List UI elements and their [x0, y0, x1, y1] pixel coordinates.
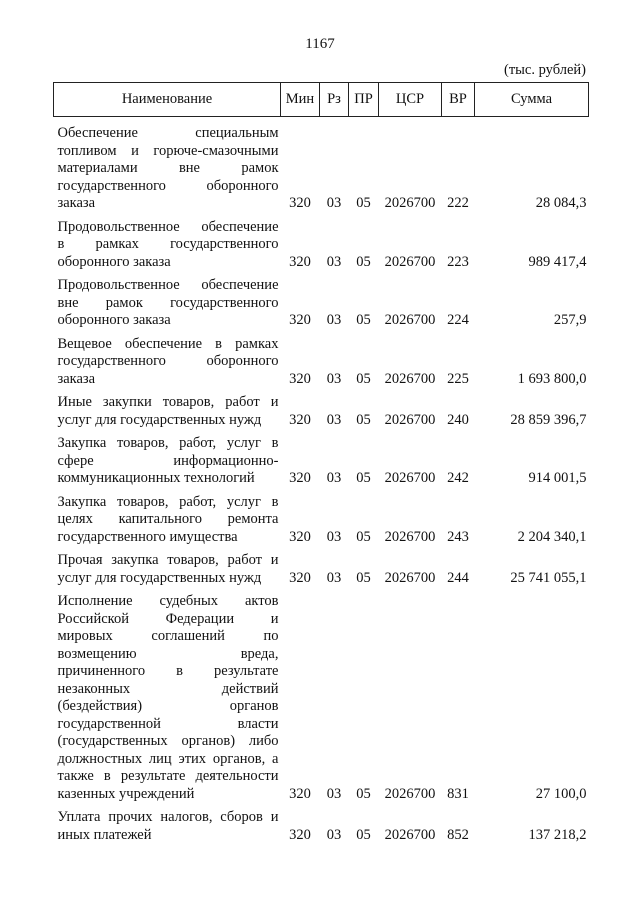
row-csr: 2026700: [384, 569, 436, 586]
row-name-line: (государственных органов) либо: [57, 733, 279, 749]
row-vr: 243: [447, 528, 469, 545]
row-min: 320: [289, 370, 311, 387]
row-name-line: сфере информационно-: [57, 452, 279, 469]
row-csr: 2026700: [384, 370, 436, 387]
table-row: [54, 213, 589, 272]
row-pr: 05: [356, 195, 371, 211]
row-name-line: мировых соглашений по: [57, 628, 279, 644]
row-sum: 257,9: [553, 312, 587, 328]
header-pr: ПР: [349, 83, 379, 117]
row-name-line: целях капитального ремонта: [57, 511, 279, 527]
row-name: [54, 330, 281, 389]
row-name-line: Уплата прочих налогов, сборов и: [57, 809, 279, 825]
row-csr: 2026700: [384, 470, 436, 486]
row-vr: 852: [447, 826, 469, 843]
row-name-line: возмещению вреда,: [57, 645, 279, 662]
row-csr: 2026700: [384, 785, 436, 802]
row-name: [54, 117, 281, 213]
row-pr: 05: [356, 253, 371, 270]
row-sum: 989 417,4: [528, 253, 587, 270]
row-vr: 831: [447, 785, 469, 802]
row-rz: 03: [326, 569, 342, 586]
row-vr: 222: [447, 195, 469, 211]
row-sum: 25 741 055,1: [510, 569, 587, 586]
row-name-line: должностных лиц этих органов, а: [57, 750, 279, 767]
row-pr: 05: [356, 312, 371, 328]
row-name: [54, 803, 281, 844]
row-name-line: вне рамок государственного: [57, 294, 279, 311]
row-name-line: Вещевое обеспечение в рамках: [57, 335, 279, 352]
row-name-line: заказа: [57, 195, 96, 211]
row-name-line: Прочая закупка товаров, работ и: [57, 552, 279, 568]
row-name-line: государственного имущества: [57, 528, 238, 545]
row-vr: 240: [447, 411, 469, 428]
page-number: 1167: [305, 36, 335, 52]
row-min: 320: [289, 569, 311, 586]
header-rz: Рз: [320, 83, 349, 117]
row-name-line: незаконных действий: [57, 680, 279, 697]
row-csr: 2026700: [384, 826, 436, 843]
row-min: 320: [289, 826, 311, 843]
row-name-line: Закупка товаров, работ, услуг в: [57, 435, 279, 451]
row-rz: 03: [326, 370, 342, 387]
row-csr: 2026700: [384, 411, 436, 428]
row-name-line: Российской Федерации и: [57, 610, 279, 627]
table-row: [54, 271, 589, 330]
row-name-line: (бездействия) органов: [57, 698, 279, 714]
row-min: 320: [289, 411, 311, 428]
row-name: [54, 587, 281, 803]
row-name-line: Продовольственное обеспечение: [57, 218, 279, 235]
row-name: [54, 271, 281, 330]
row-pr: 05: [356, 569, 371, 586]
row-name: [54, 213, 281, 272]
row-csr: 2026700: [384, 253, 436, 270]
table-row: [54, 546, 589, 587]
row-name-line: Закупка товаров, работ, услуг в: [57, 493, 279, 510]
row-csr: 2026700: [384, 195, 436, 211]
row-csr: 2026700: [384, 528, 436, 545]
row-csr: 2026700: [384, 312, 436, 328]
row-name-line: причиненного в результате: [57, 663, 279, 679]
row-name-line: Исполнение судебных актов: [57, 593, 279, 609]
table-row: [54, 429, 589, 488]
row-name: [54, 546, 281, 587]
table-header-row: [54, 83, 589, 117]
row-rz: 03: [326, 195, 342, 211]
row-vr: 224: [447, 312, 469, 328]
table-row: [54, 330, 589, 389]
row-name-line: также в результате деятельности: [57, 768, 279, 784]
row-name-line: Обеспечение специальным: [57, 125, 279, 141]
row-pr: 05: [356, 528, 371, 545]
row-min: 320: [289, 253, 311, 270]
budget-table: [53, 82, 589, 844]
row-rz: 03: [326, 312, 342, 328]
row-rz: 03: [326, 528, 342, 545]
row-min: 320: [289, 470, 311, 486]
row-min: 320: [289, 195, 311, 211]
row-name-line: Иные закупки товаров, работ и: [57, 394, 279, 410]
row-name-line: Продовольственное обеспечение: [57, 277, 279, 293]
row-rz: 03: [326, 785, 342, 802]
table-row: [54, 388, 589, 429]
row-sum: 1 693 800,0: [517, 370, 587, 387]
row-pr: 05: [356, 826, 371, 843]
header-csr: ЦСР: [379, 83, 442, 117]
table-body: [54, 117, 589, 845]
row-rz: 03: [326, 826, 342, 843]
row-name-line: оборонного заказа: [57, 253, 171, 270]
row-rz: 03: [326, 253, 342, 270]
row-name: [54, 488, 281, 547]
row-rz: 03: [326, 470, 342, 486]
row-name-line: в рамках государственного: [57, 236, 279, 252]
row-vr: 244: [447, 569, 469, 586]
row-name-line: иных платежей: [57, 826, 152, 843]
header-sum: Сумма: [475, 83, 589, 117]
row-vr: 223: [447, 253, 469, 270]
header-name: Наименование: [54, 83, 281, 117]
row-sum: 28 084,3: [535, 195, 587, 211]
row-pr: 05: [356, 411, 371, 428]
row-name-line: топливом и горюче-смазочными: [57, 142, 279, 159]
table-row: [54, 488, 589, 547]
header-min: Мин: [281, 83, 320, 117]
row-name-line: государственного оборонного: [57, 353, 279, 369]
row-vr: 225: [447, 370, 469, 387]
row-name-line: казенных учреждений: [57, 785, 195, 802]
row-name-line: услуг для государственных нужд: [57, 411, 262, 428]
row-name: [54, 429, 281, 488]
row-name-line: коммуникационных технологий: [57, 470, 255, 486]
row-sum: 914 001,5: [528, 470, 587, 486]
row-name-line: государственного оборонного: [57, 177, 279, 194]
row-min: 320: [289, 312, 311, 328]
row-name-line: материалами вне рамок: [57, 160, 279, 176]
row-pr: 05: [356, 370, 371, 387]
row-pr: 05: [356, 785, 371, 802]
row-sum: 28 859 396,7: [510, 411, 587, 428]
header-vr: ВР: [442, 83, 475, 117]
row-min: 320: [289, 785, 311, 802]
row-sum: 2 204 340,1: [517, 528, 587, 545]
row-rz: 03: [326, 411, 342, 428]
row-name-line: заказа: [57, 370, 96, 387]
row-name: [54, 388, 281, 429]
row-min: 320: [289, 528, 311, 545]
row-name-line: услуг для государственных нужд: [57, 569, 262, 586]
table-row: [54, 587, 589, 803]
units-label: (тыс. рублей): [504, 62, 586, 78]
row-sum: 27 100,0: [535, 785, 587, 802]
row-name-line: государственной власти: [57, 715, 279, 732]
table-row: [54, 117, 589, 213]
table-row: [54, 803, 589, 844]
row-name-line: оборонного заказа: [57, 312, 171, 328]
row-pr: 05: [356, 470, 371, 486]
row-vr: 242: [447, 470, 469, 486]
row-sum: 137 218,2: [528, 826, 587, 843]
